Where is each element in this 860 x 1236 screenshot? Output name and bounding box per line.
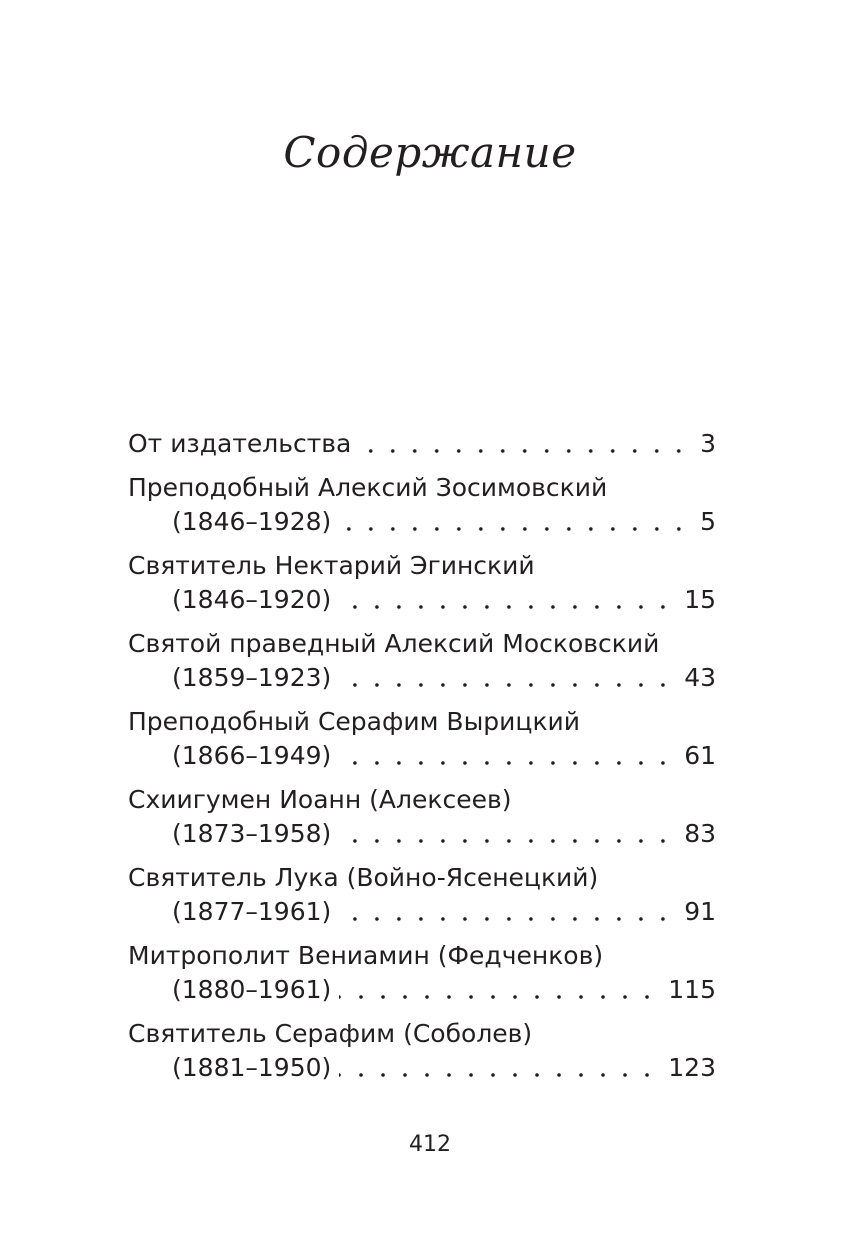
toc-entry[interactable] [128,1017,716,1085]
toc-entry-title: Схиигумен Иоанн (Алексеев) [128,785,512,814]
toc-entry-dates: (1873–1958) [172,819,332,848]
toc-entry-page: 15 [684,585,716,614]
dot-leader [339,661,676,695]
toc-entry-title: От издательства [128,429,352,458]
table-of-contents [128,427,716,1095]
dot-leader [339,739,676,773]
toc-entry-dates: (1846–1920) [172,585,332,614]
toc-entry[interactable] [128,705,716,773]
toc-entry-title: Святитель Нектарий Эгинский [128,551,535,580]
toc-entry[interactable] [128,627,716,695]
toc-entry-dates: (1859–1923) [172,663,332,692]
toc-entry[interactable] [128,427,716,461]
toc-entry-dates: (1866–1949) [172,741,332,770]
toc-entry-page: 5 [700,507,716,536]
toc-entry[interactable] [128,861,716,929]
toc-entry-page: 61 [684,741,716,770]
toc-entry-page: 43 [684,663,716,692]
toc-entry-title: Митрополит Вениамин (Федченков) [128,941,604,970]
toc-entry[interactable] [128,783,716,851]
toc-entry-dates: (1846–1928) [172,507,332,536]
toc-entry-title: Преподобный Серафим Вырицкий [128,707,581,736]
toc-entry-dates: (1877–1961) [172,897,332,926]
dot-leader [339,817,676,851]
toc-entry-title: Святитель Лука (Войно-Ясенецкий) [128,863,599,892]
toc-entry-page: 3 [700,429,716,458]
toc-entry-dates: (1880–1961) [172,975,332,1004]
toc-entry-page: 123 [668,1053,716,1082]
toc-entry[interactable] [128,549,716,617]
toc-entry[interactable] [128,471,716,539]
toc-entry-page: 83 [684,819,716,848]
toc-entry[interactable] [128,939,716,1007]
dot-leader [339,505,692,539]
toc-entry-title: Святитель Серафим (Соболев) [128,1019,533,1048]
page-number: 412 [409,1132,451,1157]
toc-entry-title: Святой праведный Алексий Московский [128,629,660,658]
dot-leader [339,583,676,617]
dot-leader [339,1051,660,1085]
dot-leader [339,973,660,1007]
toc-entry-title: Преподобный Алексий Зосимовский [128,473,608,502]
toc-entry-dates: (1881–1950) [172,1053,332,1082]
dot-leader [359,427,692,461]
page-title: Содержание [283,128,577,177]
dot-leader [339,895,676,929]
toc-entry-page: 115 [668,975,716,1004]
toc-entry-page: 91 [684,897,716,926]
